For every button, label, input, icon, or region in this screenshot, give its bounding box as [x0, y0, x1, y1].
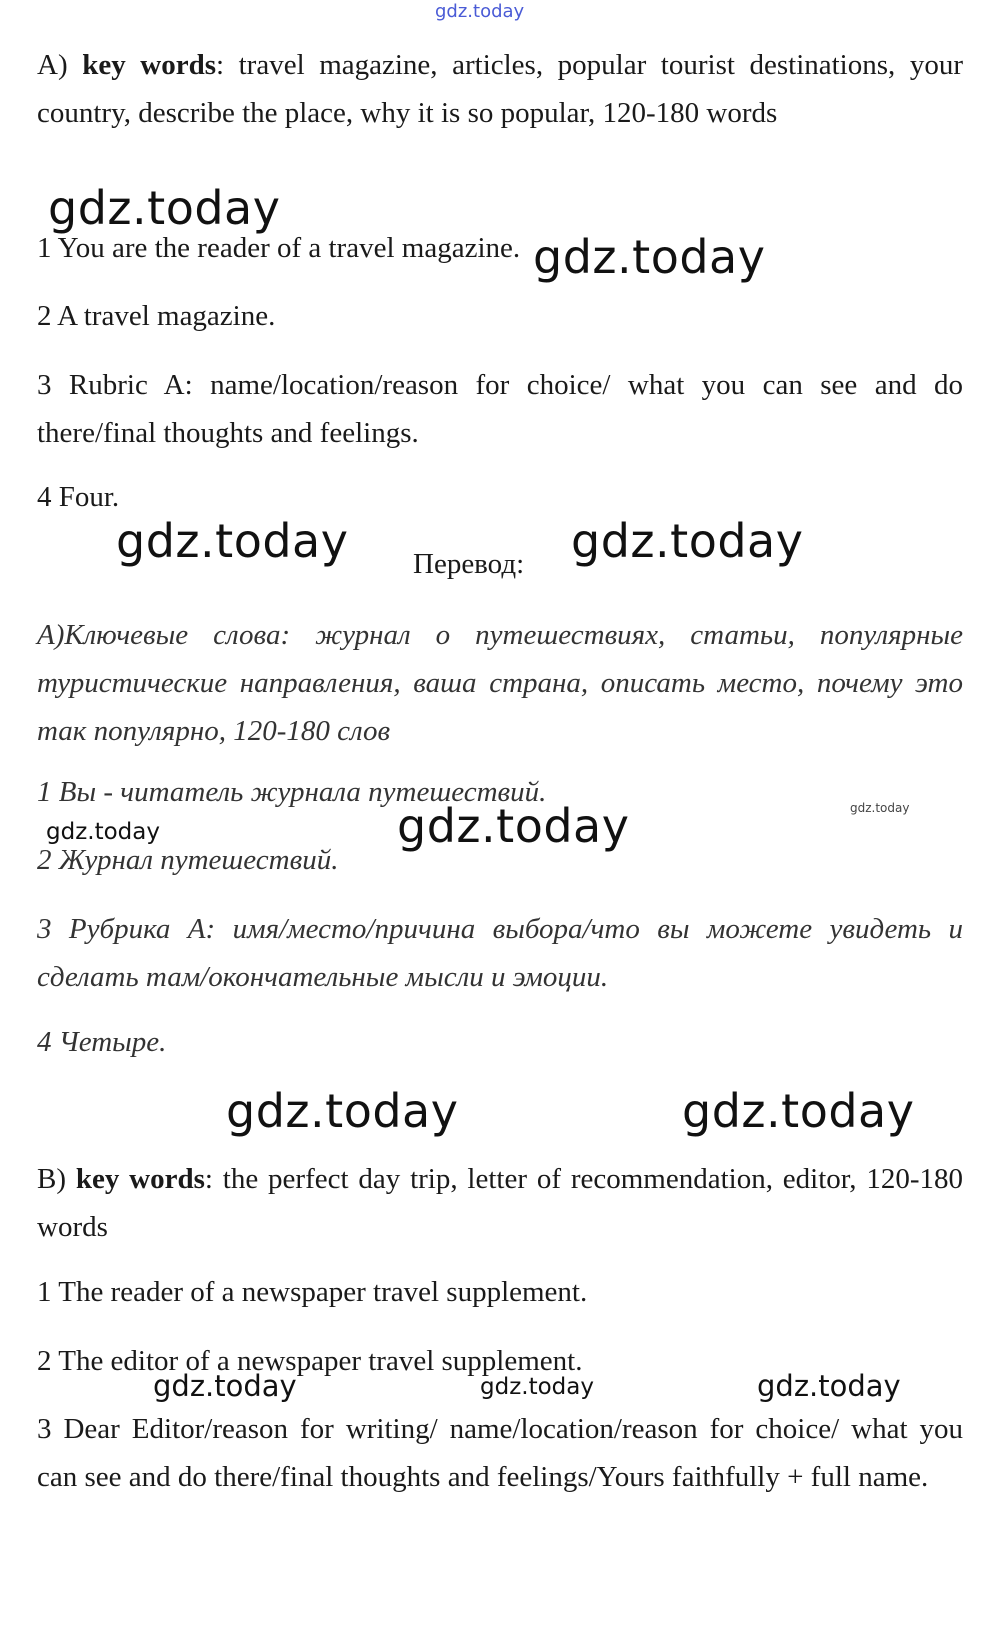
watermark: gdz.today [46, 819, 160, 845]
answer-b2: 2 The editor of a newspaper travel supplement. [37, 1345, 583, 1377]
answer-b1: 1 The reader of a newspaper travel supplement. [37, 1276, 588, 1308]
watermark: gdz.today [397, 799, 630, 853]
watermark: gdz.today [757, 1369, 901, 1403]
translation-answer-3: 3 Рубрика А: имя/место/причина выбора/что вы можете увидеть и сделать там/окончательные мысли и эмоции. [37, 913, 963, 993]
answer-a1: 1 You are the reader of a travel magazine. [37, 232, 521, 264]
watermark: gdz.today [533, 230, 766, 284]
watermark-small: gdz.today [850, 801, 910, 815]
translation-intro: А)Ключевые слова: журнал о путешествиях, статьи, популярные туристические направления, ваша страна, описать место, почему это так популярно, 120-180 слов [37, 619, 963, 747]
watermark: gdz.today [48, 181, 281, 235]
answer-a3: 3 Rubric A: name/location/reason for choice/ what you can see and do there/final thoughts and feelings. [37, 369, 963, 449]
section-b-keywords [37, 1155, 963, 1251]
watermark-top: gdz.today [435, 1, 525, 22]
answer-a2: 2 A travel magazine. [37, 300, 276, 332]
keywords-label: key words [75, 1163, 205, 1195]
answer-b3: 3 Dear Editor/reason for writing/ name/location/reason for choice/ what you can see and do there/final thoughts and feelings/Yours faithfully + full name. [37, 1413, 963, 1493]
translation-answer-2: 2 Журнал путешествий. [37, 844, 339, 876]
answer-a4: 4 Four. [37, 481, 120, 513]
keywords-label: key words [82, 49, 216, 81]
section-label: B) [37, 1163, 66, 1195]
watermark: gdz.today [226, 1084, 459, 1138]
watermark: gdz.today [153, 1369, 297, 1403]
section-label: A) [37, 49, 68, 81]
watermark: gdz.today [682, 1084, 915, 1138]
keywords-text: : travel magazine, articles, popular tourist destinations, your country, describe the place, why it is so popular, 120-180 words [37, 49, 963, 129]
keywords-text: : the perfect day trip, letter of recommendation, editor, 120-180 words [37, 1163, 964, 1243]
translation-heading: Перевод: [413, 548, 525, 580]
translation-answer-1: 1 Вы - читатель журнала путешествий. [37, 776, 547, 808]
section-a-keywords [37, 41, 963, 137]
watermark: gdz.today [116, 514, 349, 568]
watermark: gdz.today [571, 514, 804, 568]
watermark: gdz.today [480, 1374, 594, 1400]
translation-answer-4: 4 Четыре. [37, 1026, 167, 1058]
